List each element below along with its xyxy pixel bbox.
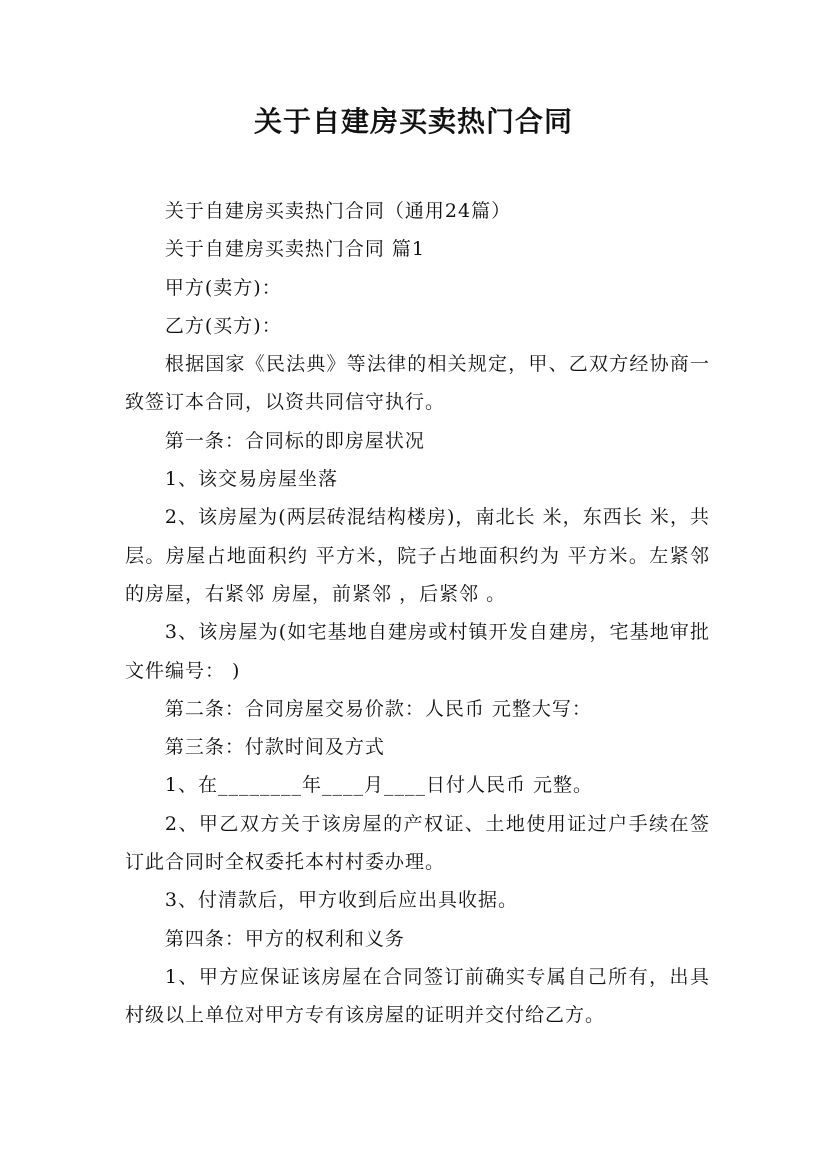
paragraph-article-3-item-1: 1、在________年____月____日付人民币 元整。 (164, 774, 594, 797)
paragraph-article-2: 第二条：合同房屋交易价款：人民币 元整大写： (164, 697, 592, 720)
paragraph-article-1-item-1: 1、该交易房屋坐落 (164, 468, 338, 491)
paragraph-section-heading: 关于自建房买卖热门合同 篇1 (164, 238, 426, 261)
paragraph-article-1-item-2: 2、该房屋为(两层砖混结构楼房)，南北长 米，东西长 米，共 层。房屋占地面积约 平方米，院子占地面积约为 平方米。左紧邻 的房屋，右紧邻 房屋，前紧邻 ，后紧邻 。 (125, 506, 710, 605)
paragraph-article-1: 第一条：合同标的即房屋状况 (164, 429, 425, 452)
paragraph-party-b: 乙方(买方)： (164, 314, 282, 337)
paragraph-article-3-item-2: 2、甲乙双方关于该房屋的产权证、土地使用证过户手续在签订此合同时全权委托本村村委办理。 (125, 812, 710, 874)
paragraph-article-3-item-3: 3、付清款后，甲方收到后应出具收据。 (164, 889, 518, 912)
paragraph-preamble: 根据国家《民法典》等法律的相关规定，甲、乙双方经协商一致签订本合同，以资共同信守执行。 (125, 353, 710, 414)
paragraph-article-4-item-1: 1、甲方应保证该房屋在合同签订前确实专属自己所有，出具村级以上单位对甲方专有该房屋的证明并交付给乙方。 (125, 965, 710, 1027)
paragraph-article-1-item-3: 3、该房屋为(如宅基地自建房或村镇开发自建房，宅基地审批文件编号： ) (125, 621, 710, 682)
paragraph-subtitle: 关于自建房买卖热门合同（通用24篇） (164, 200, 512, 222)
document-title: 关于自建房买卖热门合同 (253, 105, 573, 138)
paragraph-article-3: 第三条：付款时间及方式 (164, 736, 385, 759)
document-body (125, 192, 710, 1035)
paragraph-party-a: 甲方(卖方)： (164, 276, 282, 299)
paragraph-article-4: 第四条：甲方的权利和义务 (164, 927, 405, 950)
